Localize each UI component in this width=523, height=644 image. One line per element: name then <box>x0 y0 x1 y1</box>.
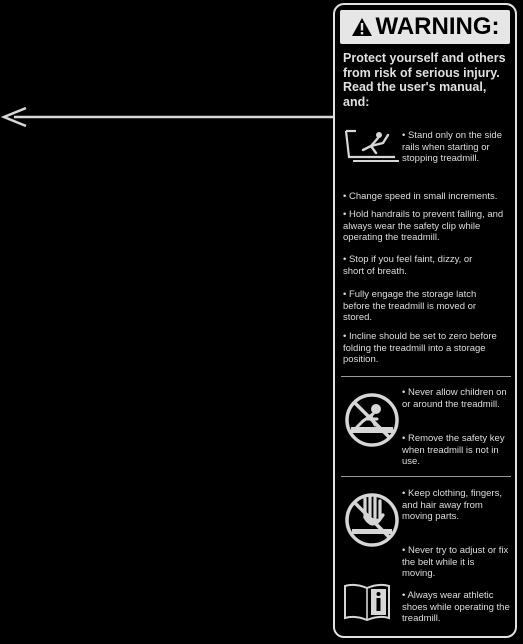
warning-intro: Protect yourself and others from risk of serious injury. Read the user's manual, and: <box>343 51 506 109</box>
hands-text-1: • Keep clothing, fingers, and hair away from moving parts. <box>402 488 502 523</box>
divider-1 <box>341 376 511 377</box>
warning-title: WARNING: <box>375 13 500 40</box>
warning-item-handrails: • Hold handrails to prevent falling, and always wear the safety clip while operating the treadmill. <box>343 209 504 244</box>
shoes-text: • Always wear athletic shoes while operating the treadmill. <box>402 590 510 625</box>
warning-label <box>333 3 517 638</box>
divider-2 <box>341 476 511 477</box>
warning-triangle-icon <box>351 17 373 37</box>
no-hands-icon <box>343 491 401 549</box>
hands-text-2: • Never try to adjust or fix the belt while it is moving. <box>402 545 509 580</box>
treadmill-fall-icon <box>343 127 401 167</box>
warning-header <box>340 10 510 44</box>
arrow-pointer-icon <box>0 106 334 128</box>
children-text-2: • Remove the safety key when treadmill is not in use. <box>402 433 505 468</box>
warning-item-incline: • Incline should be set to zero before folding the treadmill into a storage position. <box>343 331 497 366</box>
side-rails-text: • Stand only on the side rails when starting or stopping treadmill. <box>402 130 502 165</box>
children-text-1: • Never allow children on or around the treadmill. <box>402 387 507 410</box>
no-children-icon <box>343 391 401 449</box>
warning-item-latch: • Fully engage the storage latch before the treadmill is moved or stored. <box>343 289 477 324</box>
warning-item-stop: • Stop if you feel faint, dizzy, or short of breath. <box>343 254 473 277</box>
warning-item-speed: • Change speed in small increments. <box>343 191 498 202</box>
manual-info-icon <box>343 582 391 622</box>
